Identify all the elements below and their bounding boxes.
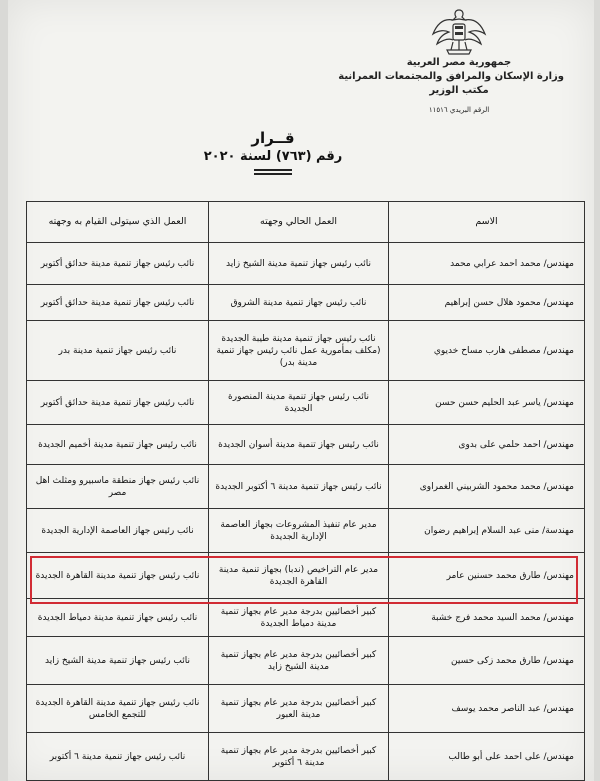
cell-new-job: نائب رئيس جهاز منطقة ماسبيرو ومثلث اهل مصر — [27, 465, 209, 509]
cell-name: مهندس/ محمد السيد محمد فرج خشبة — [389, 599, 585, 637]
document-page — [8, 0, 594, 781]
table-header-row — [27, 202, 585, 243]
cell-name: مهندس/ محمد محمود الشربيني الغمراوى — [389, 465, 585, 509]
table-row — [27, 321, 585, 381]
postal-code: الرقم البريدي ١١٥١٦ — [428, 106, 490, 114]
column-header-new-job: العمل الذي سيتولى القيام به وجهته — [27, 202, 209, 243]
column-header-name: الاسم — [389, 202, 585, 243]
cell-name: مهندس/ على احمد على أبو طالب — [389, 733, 585, 781]
decision-title-block — [158, 128, 388, 175]
ministry-name: وزارة الإسكان والمرافق والمجتمعات العمرانية — [338, 71, 564, 82]
cell-current-job: نائب رئيس جهاز تنمية مدينة الشروق — [209, 285, 389, 321]
cell-current-job: نائب رئيس جهاز تنمية مدينة المنصورة الجديدة — [209, 381, 389, 425]
cell-name: مهندس/ ياسر عبد الحليم حسن حسن — [389, 381, 585, 425]
assignments-table — [26, 201, 585, 781]
table-row — [27, 685, 585, 733]
cell-name: مهندس/ طارق محمد زكى حسين — [389, 637, 585, 685]
cell-new-job: نائب رئيس جهاز تنمية مدينة ٦ أكتوبر — [27, 733, 209, 781]
cell-name: مهندسة/ منى عبد السلام إبراهيم رضوان — [389, 509, 585, 553]
cell-current-job: نائب رئيس جهاز تنمية مدينة الشيخ زايد — [209, 243, 389, 285]
cell-name: مهندس/ مصطفى هارب مساح خديوي — [389, 321, 585, 381]
cell-name: مهندس/ محمود هلال حسن إبراهيم — [389, 285, 585, 321]
cell-current-job: نائب رئيس جهاز تنمية مدينة أسوان الجديدة — [209, 425, 389, 465]
cell-current-job: نائب رئيس جهاز تنمية مدينة طيبة الجديدة (مكلف بمأمورية عمل نائب رئيس جهاز تنمية مدينة بدر) — [209, 321, 389, 381]
cell-new-job: نائب رئيس جهاز العاصمة الإدارية الجديدة — [27, 509, 209, 553]
cell-new-job: نائب رئيس جهاز تنمية مدينة القاهرة الجديدة — [27, 553, 209, 599]
cell-name: مهندس/ احمد حلمي على بدوى — [389, 425, 585, 465]
cell-name: مهندس/ عبد الناصر محمد يوسف — [389, 685, 585, 733]
cell-current-job: كبير أخصائيين بدرجة مدير عام بجهاز تنمية مدينة الشيخ زايد — [209, 637, 389, 685]
cell-new-job: نائب رئيس جهاز تنمية مدينة حدائق أكتوبر — [27, 381, 209, 425]
table-row — [27, 381, 585, 425]
cell-current-job: نائب رئيس جهاز تنمية مدينة ٦ أكتوبر الجديدة — [209, 465, 389, 509]
cell-new-job: نائب رئيس جهاز تنمية مدينة حدائق أكتوبر — [27, 285, 209, 321]
cell-name: مهندس/ محمد احمد عرابي محمد — [389, 243, 585, 285]
cell-new-job: نائب رئيس جهاز تنمية مدينة حدائق أكتوبر — [27, 243, 209, 285]
table-row-highlighted — [27, 553, 585, 599]
cell-new-job: نائب رئيس جهاز تنمية مدينة أخميم الجديدة — [27, 425, 209, 465]
table-row — [27, 509, 585, 553]
office-name: مكتب الوزير — [429, 85, 489, 96]
cell-current-job: مدير عام تنفيذ المشروعات بجهاز العاصمة الإدارية الجديدة — [209, 509, 389, 553]
cell-current-job: كبير أخصائيين بدرجة مدير عام بجهاز تنمية مدينة دمياط الجديدة — [209, 599, 389, 637]
table-row — [27, 733, 585, 781]
table-row — [27, 637, 585, 685]
table-row — [27, 599, 585, 637]
cell-new-job: نائب رئيس جهاز تنمية مدينة دمياط الجديدة — [27, 599, 209, 637]
table-row — [27, 465, 585, 509]
cell-current-job: كبير أخصائيين بدرجة مدير عام بجهاز تنمية مدينة ٦ أكتوبر — [209, 733, 389, 781]
eagle-emblem-icon — [429, 4, 489, 56]
column-header-current-job: العمل الحالي وجهته — [209, 202, 389, 243]
cell-new-job: نائب رئيس جهاز تنمية مدينة القاهرة الجديدة للتجمع الخامس — [27, 685, 209, 733]
cell-current-job: مدير عام التراخيص (ندبا) بجهاز تنمية مدينة القاهرة الجديدة — [209, 553, 389, 599]
cell-name: مهندس/ طارق محمد حسنين عامر — [389, 553, 585, 599]
country-name: جمهورية مصر العربية — [406, 57, 512, 68]
table-row — [27, 425, 585, 465]
table-row — [27, 243, 585, 285]
letterhead — [338, 0, 564, 116]
cell-new-job: نائب رئيس جهاز تنمية مدينة بدر — [27, 321, 209, 381]
title-underline — [254, 169, 292, 175]
decision-title: قــرار — [251, 129, 295, 147]
decision-number: رقم (٧٦٣) لسنة ٢٠٢٠ — [203, 149, 343, 164]
cell-current-job: كبير أخصائيين بدرجة مدير عام بجهاز تنمية مدينة العبور — [209, 685, 389, 733]
table-row — [27, 285, 585, 321]
cell-new-job: نائب رئيس جهاز تنمية مدينة الشيخ زايد — [27, 637, 209, 685]
